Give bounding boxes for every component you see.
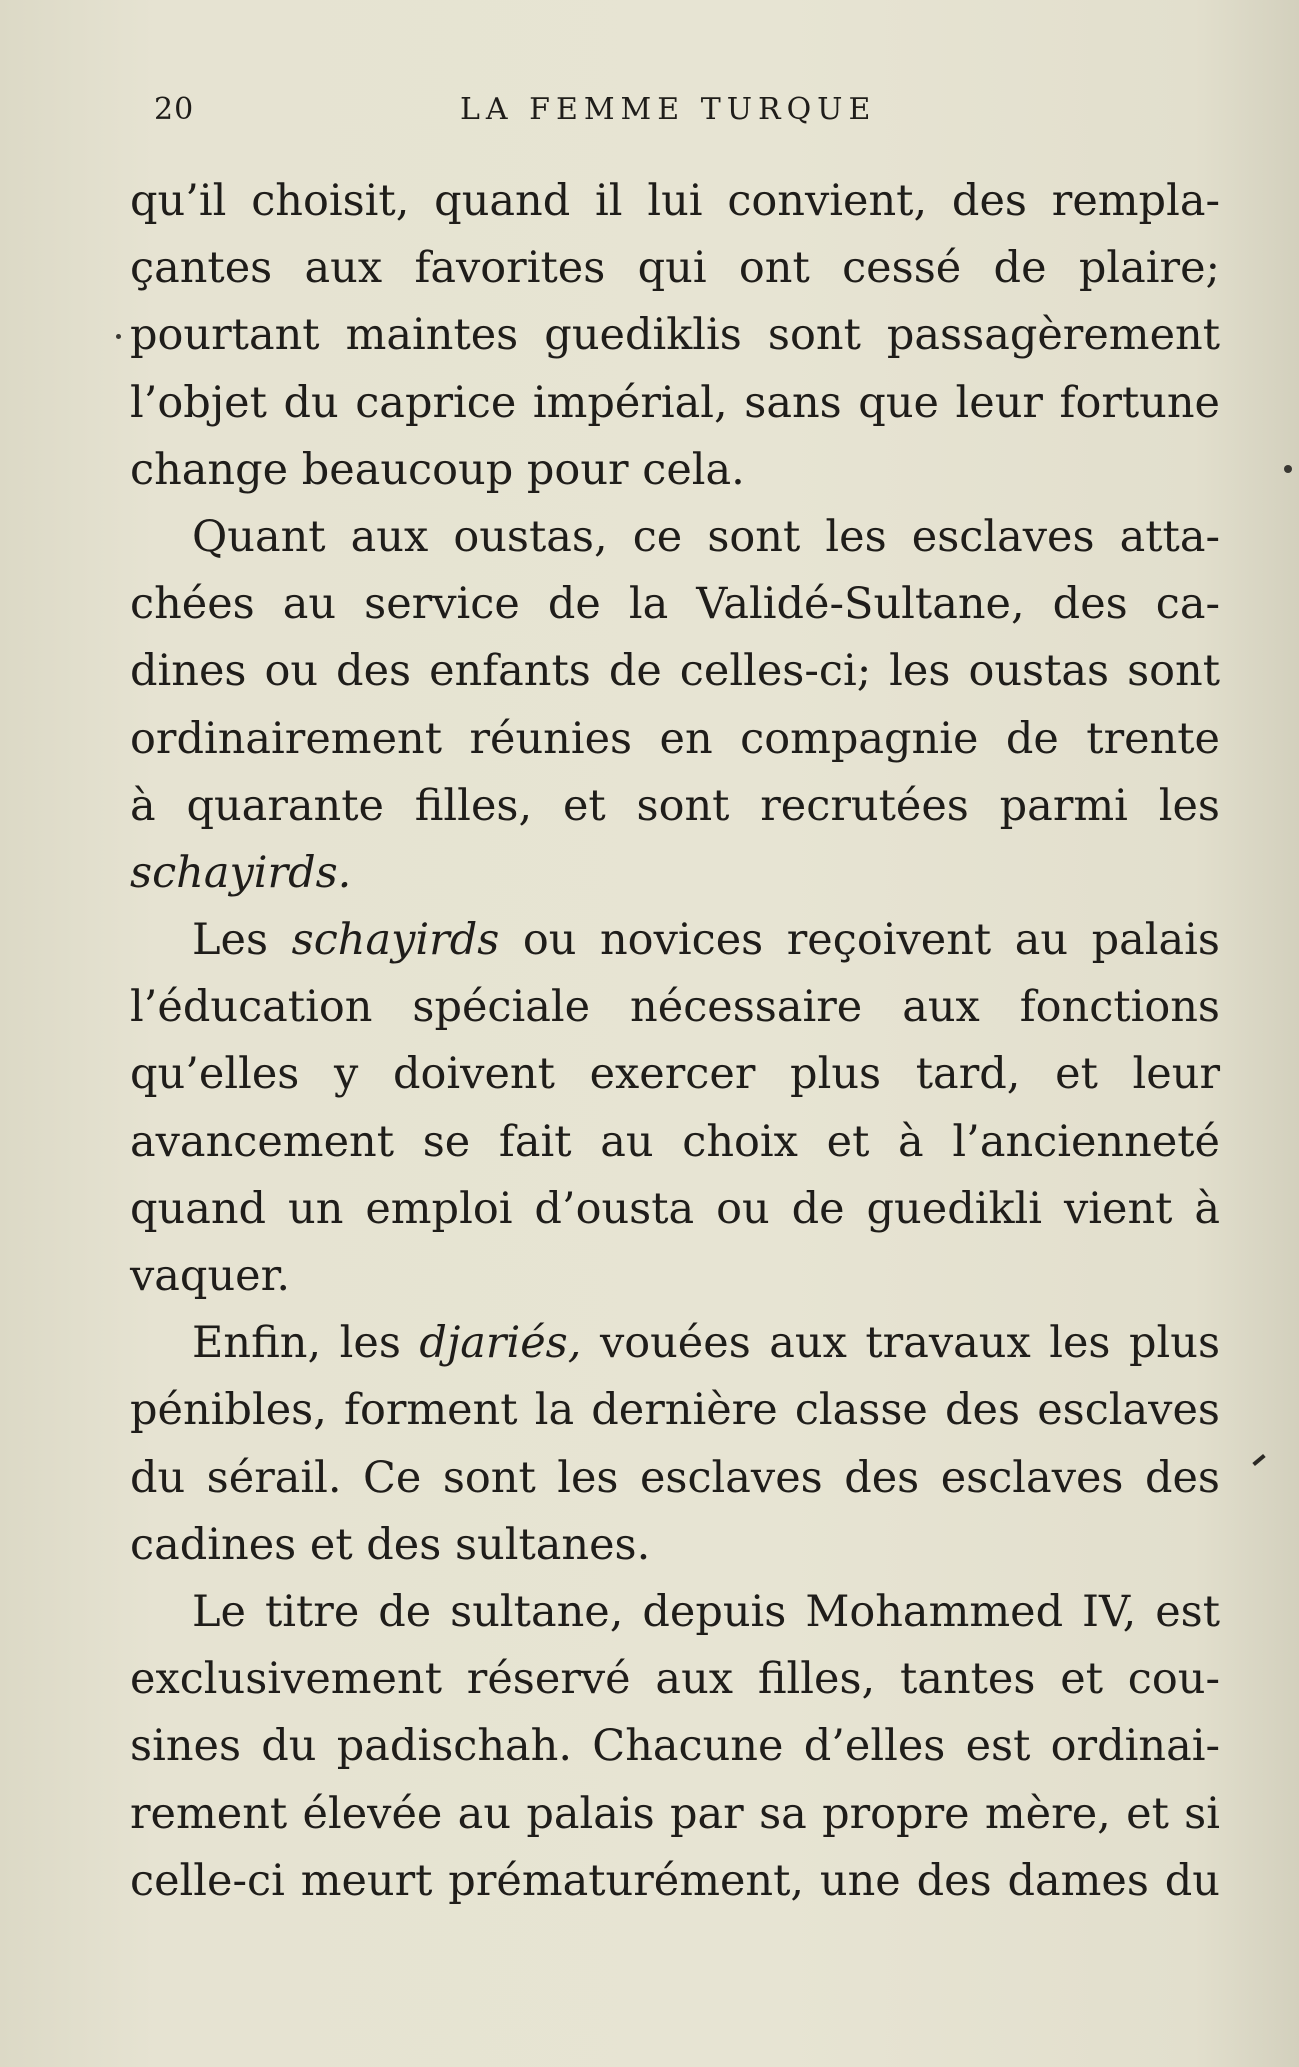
text-line: l’éducation spéciale nécessaire aux fonctions [130, 982, 1220, 1033]
text-line: quand un emploi d’ousta ou de guedikli vient à [130, 1183, 1220, 1234]
text-line: vaquer. [130, 1251, 291, 1301]
text-line: change beaucoup pour cela. [130, 444, 745, 495]
text-fragment: Les [192, 915, 269, 966]
text-line: l’objet du caprice impérial, sans que leur fortune [130, 377, 1220, 428]
text-fragment: vouées aux travaux les plus [599, 1318, 1221, 1369]
text-line [130, 1310, 1220, 1377]
text-line: à quarante filles, et sont recrutées parmi les [130, 780, 1220, 831]
page-header [150, 92, 1210, 142]
text-line: dines ou des enfants de celles-ci; les oustas sont [130, 646, 1220, 697]
text-line: cadines et des sultanes. [130, 1519, 651, 1570]
text-line: pénibles, forment la dernière classe des esclaves [130, 1385, 1220, 1436]
text-line: pourtant maintes guediklis sont passagèrement [130, 310, 1220, 361]
text-line [130, 907, 1220, 974]
text-line: qu’il choisit, quand il lui convient, des rempla- [130, 176, 1220, 226]
text-line: du sérail. Ce sont les esclaves des esclaves des [130, 1452, 1220, 1503]
text-line [130, 840, 1220, 907]
italic-term: djariés, [419, 1318, 582, 1369]
body-text [130, 168, 1220, 1915]
text-line: Quant aux oustas, ce sont les esclaves atta- [192, 511, 1220, 562]
text-line: chées au service de la Validé-Sultane, des ca- [130, 579, 1220, 630]
text-line: qu’elles y doivent exercer plus tard, et leur [130, 1049, 1220, 1100]
text-line: ordinairement réunies en compagnie de trente [130, 713, 1220, 764]
text-line: Le titre de sultane, depuis Mohammed IV, est [192, 1586, 1220, 1637]
text-fragment: ou novices reçoivent au palais [522, 915, 1220, 966]
italic-term: schayirds. [130, 847, 352, 898]
text-line: rement élevée au palais par sa propre mère, et si [130, 1788, 1220, 1839]
text-line: celle-ci meurt prématurément, une des dames du [130, 1855, 1220, 1906]
running-title: LA FEMME TURQUE [460, 92, 877, 127]
text-fragment: Enfin, les [192, 1318, 401, 1369]
pencil-mark [1252, 1454, 1265, 1466]
italic-term: schayirds [291, 915, 500, 966]
text-line: avancement se fait au choix et à l’ancienneté [130, 1116, 1220, 1167]
text-line: çantes aux favorites qui ont cessé de plaire; [130, 243, 1220, 294]
text-line: exclusivement réservé aux filles, tantes et cou- [130, 1654, 1220, 1705]
ink-speck [116, 334, 121, 339]
page-number: 20 [154, 92, 195, 127]
text-line: sines du padischah. Chacune d’elles est ordinai- [130, 1721, 1220, 1772]
ink-speck [1284, 465, 1292, 473]
